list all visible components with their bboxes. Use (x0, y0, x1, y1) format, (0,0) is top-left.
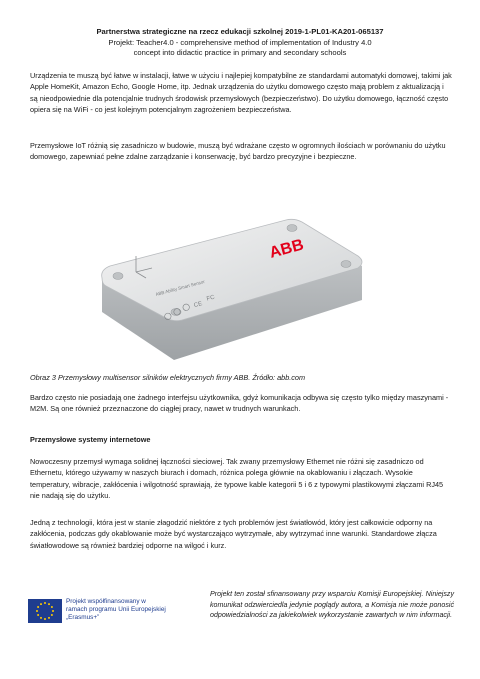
paragraph-m2m: Bardzo często nie posiadają one żadnego interfejsu użytkownika, gdyż komunikacja odbywa się często tylko między maszynami - M2M. Są one również przeznaczone do ciągłej pracy, nawet w trudnych warunkach. (30, 393, 449, 414)
abb-logo: ABB (267, 236, 306, 262)
header-project-line: Projekt: Teacher4.0 - comprehensive method of implementation of Industry 4.0 (108, 38, 372, 47)
device-label: ABB Ability Smart Sensor (154, 278, 206, 297)
eu-disclaimer: Projekt ten został sfinansowany przy wsparciu Komisji Europejskiej. Niniejszy komunikat odzwierciedla jedynie poglądy autora, a Komisja nie może ponosić odpowiedzialności za jakiekolwiek wykorzystanie zawartych w nim informacji. (210, 590, 454, 619)
paragraph-ethernet: Nowoczesny przemysł wymaga solidnej łączności sieciowej. Tak zwany przemysłowy Ethernet nie różni się zasadniczo od Ethernetu, którego używamy w naszych biurach i domach, różnica polega głównie na okablowaniu i złączach. Wysokie temperatury, wibracje, zakłócenia i wilgotność sprawiają, że typowe kable kategorii 5 i 6 z typowymi plastikowymi złączami RJ45 nie nadają się do użytku. (30, 457, 444, 501)
eu-text-line: „Erasmus+” (66, 614, 100, 621)
image-caption: Obraz 3 Przemysłowy multisensor silników elektrycznych firmy ABB. Źródło: abb.com (30, 373, 306, 382)
ce-mark: CE (193, 301, 203, 310)
erasmus-cofinance-logo (28, 597, 198, 631)
abb-sensor-photo (96, 208, 366, 368)
fc-mark: FC (206, 294, 216, 303)
eu-text-line: ramach programu Unii Europejskiej (66, 606, 166, 613)
eu-flag-icon (28, 599, 62, 623)
section-heading: Przemysłowe systemy internetowe (30, 435, 151, 444)
paragraph-industrial-iot: Przemysłowe IoT różnią się zasadniczo w budowie, muszą być wdrażane często w ogromnych ilościach w porównaniu do użytku domowego, zapewniać pełne zdalne zarządzanie i konserwację, być bardzo precyzyjne i bezpieczne. (30, 141, 446, 162)
eu-text-line: Projekt współfinansowany w (66, 598, 146, 605)
paragraph-fiber: Jedną z technologii, która jest w stanie złagodzić niektóre z tych problemów jest światłowód, który jest całkowicie odporny na zakłócenia, podczas gdy okablowanie może być wystarczająco wytrzymałe, aby wytrzymać inne warunki. Standardowe złącza światłowodowe są również bardziej odporne na wilgoć i kurz. (30, 518, 437, 550)
header-project-subline: concept into didactic practice in primary and secondary schools (133, 48, 347, 57)
eu-cofinance-text (66, 598, 206, 622)
paragraph-home-devices: Urządzenia te muszą być łatwe w instalacji, łatwe w użyciu i najlepiej kompatybilne ze standardami automatyki domowej, takimi jak Apple HomeKit, Amazon Echo, Google Home, itp. Jednak urządzenia do użytku domowego często mają problem z aktualizacją i są nieodpowiednie dla potencjalnie trudnych środowisk przemysłowych (bezpieczeństwo). Do użytku domowego, łączność często opiera się na WiFi - co jest kolejnym potencjalnym zagrożeniem bezpieczeństwa. (30, 71, 452, 115)
header-program-line: Partnerstwa strategiczne na rzecz edukacji szkolnej 2019-1-PL01-KA201-065137 (96, 27, 384, 36)
